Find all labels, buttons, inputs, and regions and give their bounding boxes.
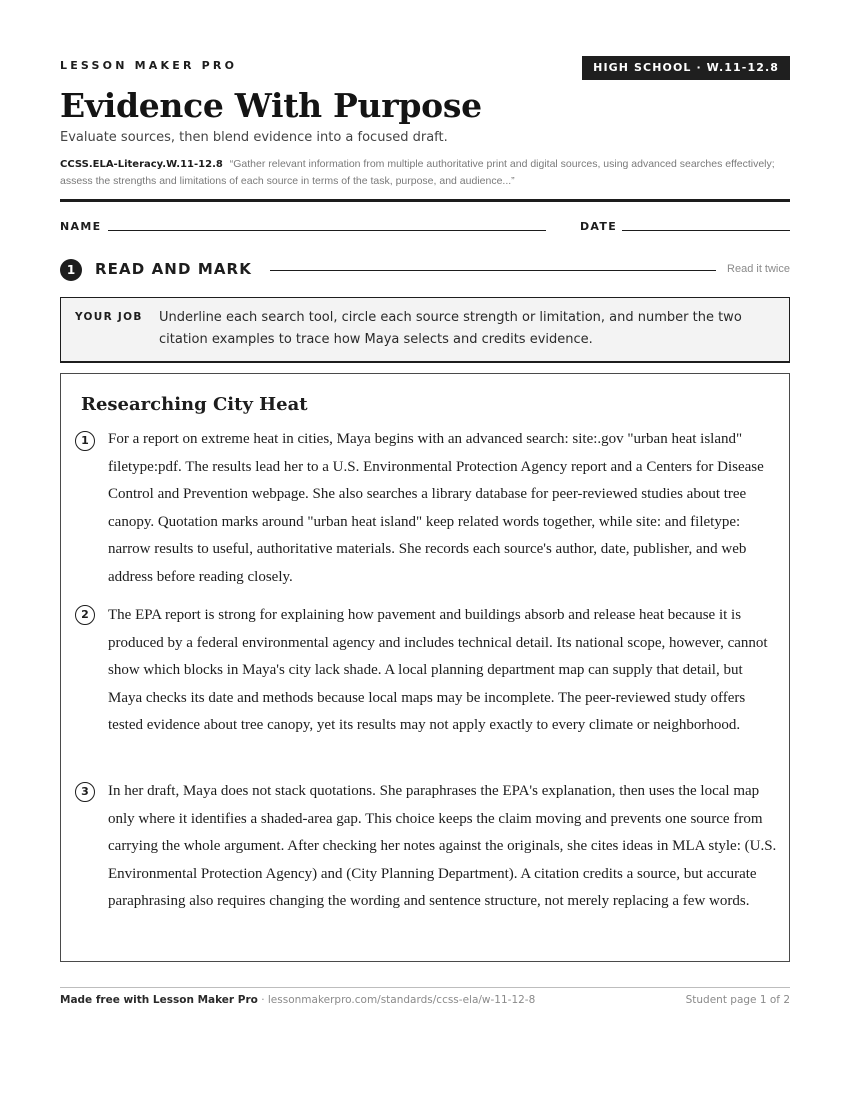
reading-title: Researching City Heat [81,394,308,415]
your-job-label: YOUR JOB [75,311,143,323]
reading-passage [60,373,790,962]
footer-credit [60,994,535,1006]
name-label: NAME [60,220,102,233]
paragraph-number: 1 [75,431,95,451]
page-subtitle: Evaluate sources, then blend evidence into a focused draft. [60,130,448,145]
header-row [60,56,790,80]
paragraph-1: For a report on extreme heat in cities, Maya begins with an advanced search: site:.gov "urban heat island" filetype:pdf. The results lead her to a U.S. Environmental Protection Agency report and a Centers for Disease Control and Prevention webpage. She also searches a library database for peer-reviewed studies about tree canopy. Quotation marks around "urban heat island" keep related words together, while site: and filetype: narrow results to useful, authoritative materials. She records each source's author, date, publisher, and web address before reading closely. [108,431,764,585]
section-divider [270,270,716,271]
section-title: READ AND MARK [95,260,252,278]
standard-description [60,156,790,189]
footer-link[interactable]: · lessonmakerpro.com/standards/ccss-ela/w-11-12-8 [261,994,536,1006]
paragraph-2: The EPA report is strong for explaining how pavement and buildings absorb and release heat because it is produced by a federal environmental agency and includes technical detail. Its national scope, however, cannot show which blocks in Maya's city lack shade. A local planning department map can supply that detail, but Maya checks its date and methods because local maps may be incomplete. The peer-reviewed study offers tested evidence about tree canopy, yet its results may not apply exactly to every climate or neighborhood. [108,607,768,733]
name-field[interactable] [108,230,546,231]
level-badge: HIGH SCHOOL · W.11-12.8 [582,56,790,80]
page-title: Evidence With Purpose [60,86,482,125]
section-hint: Read it twice [727,263,790,275]
standard-code: CCSS.ELA-Literacy.W.11-12.8 [60,159,223,170]
your-job-box [60,297,790,363]
header-divider [60,199,790,202]
footer-divider [60,987,790,988]
paragraph-3: In her draft, Maya does not stack quotations. She paraphrases the EPA's explanation, then uses the local map only where it identifies a shaded-area gap. This choice keeps the claim moving and prevents one source from carrying the whole argument. After checking her notes against the originals, she cites ideas in MLA style: (U.S. Environmental Protection Agency) and (City Planning Department). A citation credits a source, but accurate paraphrasing also requires changing the wording and sentence structure, not merely replacing a few words. [108,783,777,909]
section-number: 1 [60,259,82,281]
footer-made-with: Made free with Lesson Maker Pro [60,994,258,1006]
brand-name: LESSON MAKER PRO [60,59,238,72]
your-job-text: Underline each search tool, circle each source strength or limitation, and number the two citation examples to trace how Maya selects and credits evidence. [159,310,742,347]
date-label: DATE [580,220,618,233]
paragraph-number: 2 [75,605,95,625]
date-field[interactable] [622,230,790,231]
standard-text: “Gather relevant information from multiple authoritative print and digital sources, using advanced searches effectively; assess the strengths and limitations of each source in terms of the task, purpose, and audience...” [60,158,775,187]
paragraph-number: 3 [75,782,95,802]
name-date-row [60,220,790,236]
section-header [60,258,790,282]
page-indicator: Student page 1 of 2 [685,994,790,1006]
